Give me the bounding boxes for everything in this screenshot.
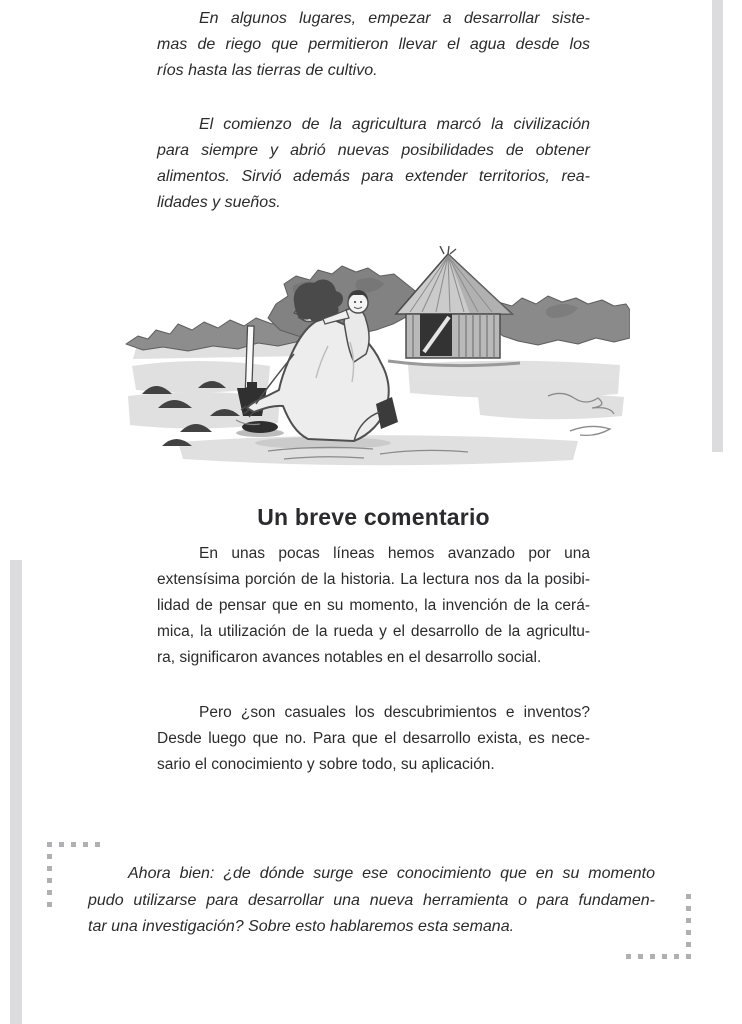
hut: [388, 246, 520, 366]
page-edge-shadow-left: [10, 560, 22, 1024]
baby-head: [348, 293, 368, 313]
callout-corner-dots-bottom-right-column: [686, 894, 691, 947]
bushes: [126, 266, 630, 351]
callout-corner-dots-top-left-column: [47, 854, 52, 912]
farming-illustration: [118, 246, 630, 470]
farming-illustration-svg: [118, 246, 630, 470]
callout-quote-text: Ahora bien: ¿de dónde surge ese conocimiento que en su momento pudo utilizarse para desarrollar una nueva herramienta o para fundamen- tar una investigación? Sobre esto hablaremos esta semana.: [88, 865, 655, 935]
section-heading: Un breve comentario: [257, 504, 490, 531]
planting-hole: [242, 421, 278, 433]
page-edge-shadow-right: [712, 0, 723, 452]
paragraph-irrigation: En algunos lugares, empezar a desarrollar siste- mas de riego que permitieron llevar el agua desde los ríos hasta las tierras de cultivo.: [157, 10, 590, 79]
paragraph-agriculture: El comienzo de la agricultura marcó la civilización para siempre y abrió nuevas posibilidades de obtener alimentos. Sirvió además para extender territorios, rea- lidades y sueños.: [157, 116, 590, 211]
callout-corner-dots-bottom-right-row: [626, 954, 691, 959]
paragraph-comment-2: Pero ¿son casuales los descubrimientos e inventos? Desde luego que no. Para que el desarrollo exista, es nece- sario el conocimiento y sobre todo, su aplicación.: [157, 704, 590, 773]
callout-corner-dots-top-left-row: [47, 842, 105, 847]
paragraph-comment-1: En unas pocas líneas hemos avanzado por una extensísima porción de la historia. La lectura nos da la posibi- lidad de pensar que en su momento, la invención de la cerá- mica, la utilización de la rueda y el desarrollo de la agricultu- ra, significaron avances notables en el desarrollo social.: [157, 545, 590, 666]
